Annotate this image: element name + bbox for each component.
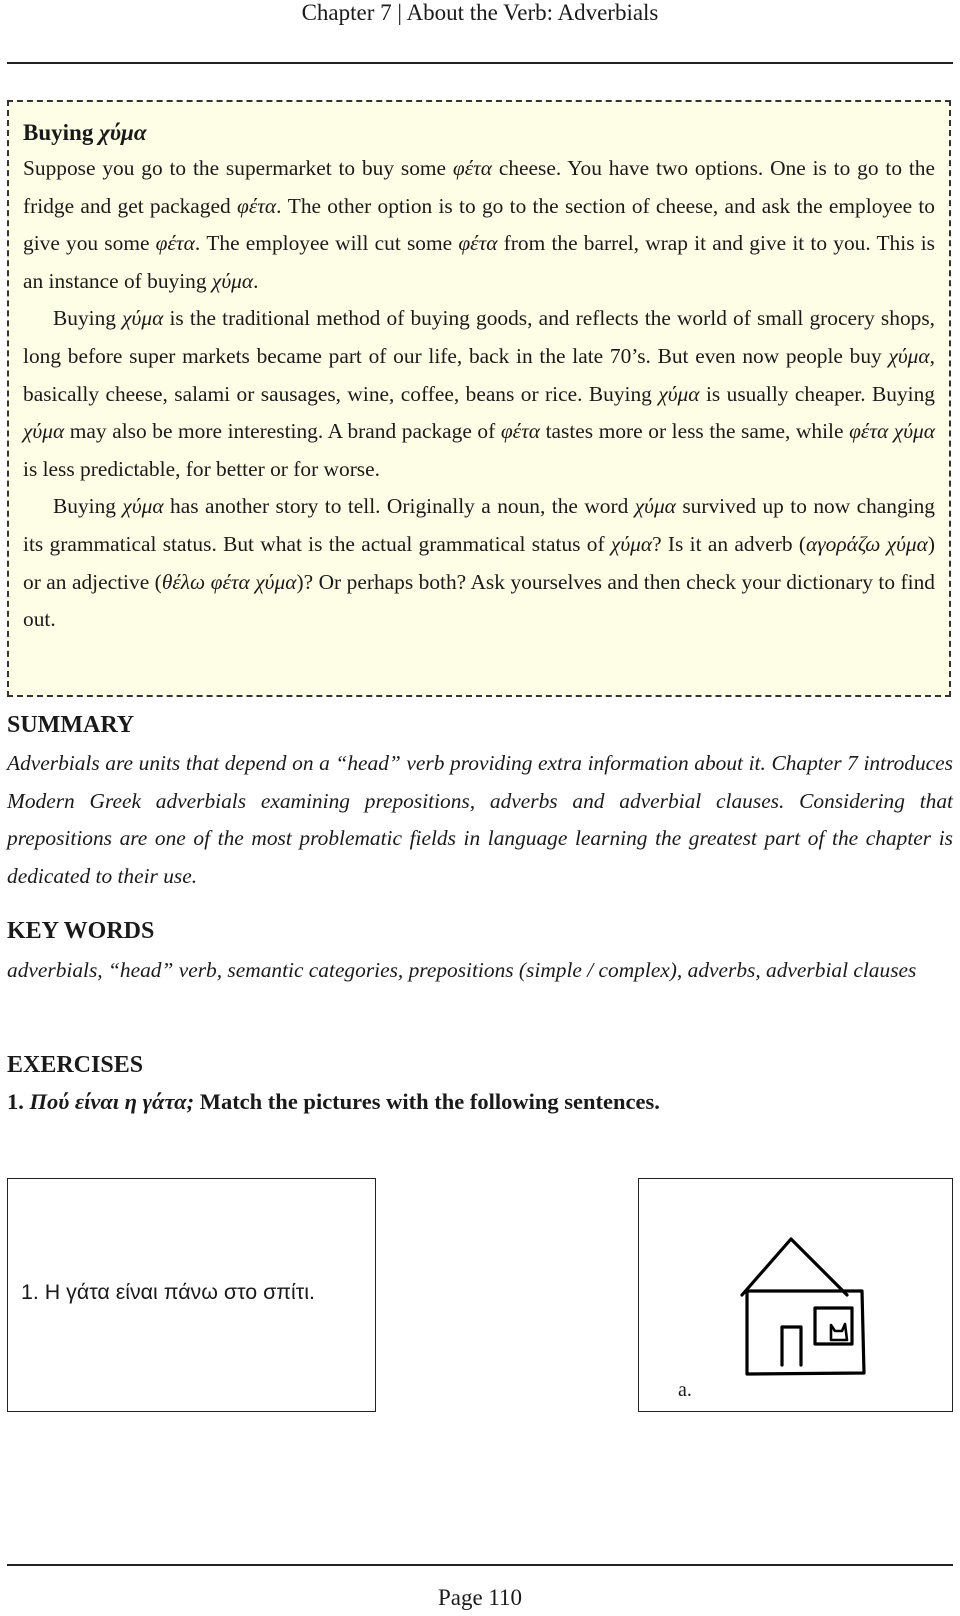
greek-term: φέτα [452, 156, 493, 180]
box-paragraph-2 [23, 300, 935, 488]
greek-term: χύμα [122, 494, 164, 519]
greek-term: φέτα [500, 419, 540, 444]
text-run: . The other option is to go to the section of cheese, and ask the employee to give you some [23, 193, 935, 256]
header-rule [7, 62, 953, 64]
greek-term: φέτα [236, 193, 277, 218]
text-run: Buying [53, 306, 123, 331]
text-run: . The employee will cut some [194, 231, 459, 256]
text-run: . [253, 268, 259, 293]
box-paragraph-3 [23, 488, 935, 638]
exercise-instruction-text: Match the pictures with the following sentences. [194, 1089, 660, 1114]
greek-term: φέτα [458, 231, 498, 256]
greek-term: φέτα χύμα [849, 419, 935, 444]
text-run: )? Or perhaps both? Ask yourselves and then check your dictionary to find out. [23, 569, 935, 632]
greek-term: χύμα [634, 494, 676, 519]
text-run: cheese. You have two options. One is to go to the fridge and get packaged [23, 156, 935, 218]
text-run: is the traditional method of buying goods, and reflects the world of small grocery shops, long before super markets became part of our life, back in the late 70’s. But even now people buy [23, 306, 936, 368]
exercise-1-instruction [7, 1087, 660, 1117]
text-run: Suppose you go to the supermarket to buy some [23, 156, 453, 180]
running-head: Chapter 7 | About the Verb: Adverbials [301, 0, 659, 25]
greek-term: χύμα [122, 306, 164, 331]
text-run: ) or an adjective ( [23, 531, 935, 594]
greek-term: φέτα [155, 231, 195, 256]
sidebar-box-buying-chyma [7, 100, 951, 697]
keywords-text: adverbials, “head” verb, semantic categories, prepositions (simple / complex), adverbs, adverbial clauses [7, 958, 917, 982]
picture-a-label: a. [678, 1379, 692, 1401]
summary-text: Adverbials are units that depend on a “head” verb providing extra information about it. Chapter 7 introduces Modern Greek adverbials examining prepositions, adverbs and adverbial clauses. Considering that prepositions are one of the most problematic fields in language learning the greatest part of the chapter is dedicated to their use. [7, 751, 953, 888]
page-number: Page 110 [437, 1585, 523, 1610]
text-run: Buying [53, 494, 123, 519]
text-run: tastes more or less the same, while [540, 419, 850, 444]
box-paragraph-1 [23, 150, 935, 300]
text-run: from the barrel, wrap it and give it to you. This is an instance of buying [23, 231, 935, 293]
box-title-text: Buying [23, 120, 100, 145]
box-title-greek: χύμα [99, 120, 147, 145]
keywords-heading: KEY WORDS [7, 918, 155, 944]
summary-heading: SUMMARY [7, 712, 135, 738]
text-run: may also be more interesting. A brand package of [64, 419, 501, 444]
exercise-number: 1. [7, 1089, 30, 1114]
sentence-1: 1. Η γάτα είναι πάνω στο σπίτι. [21, 1280, 315, 1304]
greek-term: χύμα [658, 381, 700, 406]
box-title [23, 116, 935, 150]
greek-term: χύμα [610, 531, 653, 556]
text-run: survived up to now changing its grammatical status. But what is the actual grammatical status of [23, 494, 935, 556]
text-run: is usually cheaper. Buying [699, 381, 935, 406]
greek-term: θέλω φέτα χύμα [161, 569, 297, 594]
greek-term: χύμα [23, 419, 65, 444]
exercise-greek-question: Πού είναι η γάτα; [29, 1089, 195, 1114]
text-run: , basically cheese, salami or sausages, wine, coffee, beans or rice. Buying [23, 343, 935, 406]
text-run: has another story to tell. Originally a noun, the word [163, 494, 635, 519]
sentence-box-1 [7, 1178, 376, 1412]
exercises-heading: EXERCISES [7, 1052, 144, 1078]
greek-term: χύμα [211, 268, 254, 293]
greek-term: χύμα [888, 343, 930, 368]
text-run: is less predictable, for better or for worse. [23, 456, 380, 481]
text-run: ? Is it an adverb ( [652, 531, 806, 556]
footer-rule [7, 1564, 953, 1566]
greek-term: αγοράζω χύμα [805, 531, 928, 556]
picture-box-a [638, 1178, 953, 1412]
